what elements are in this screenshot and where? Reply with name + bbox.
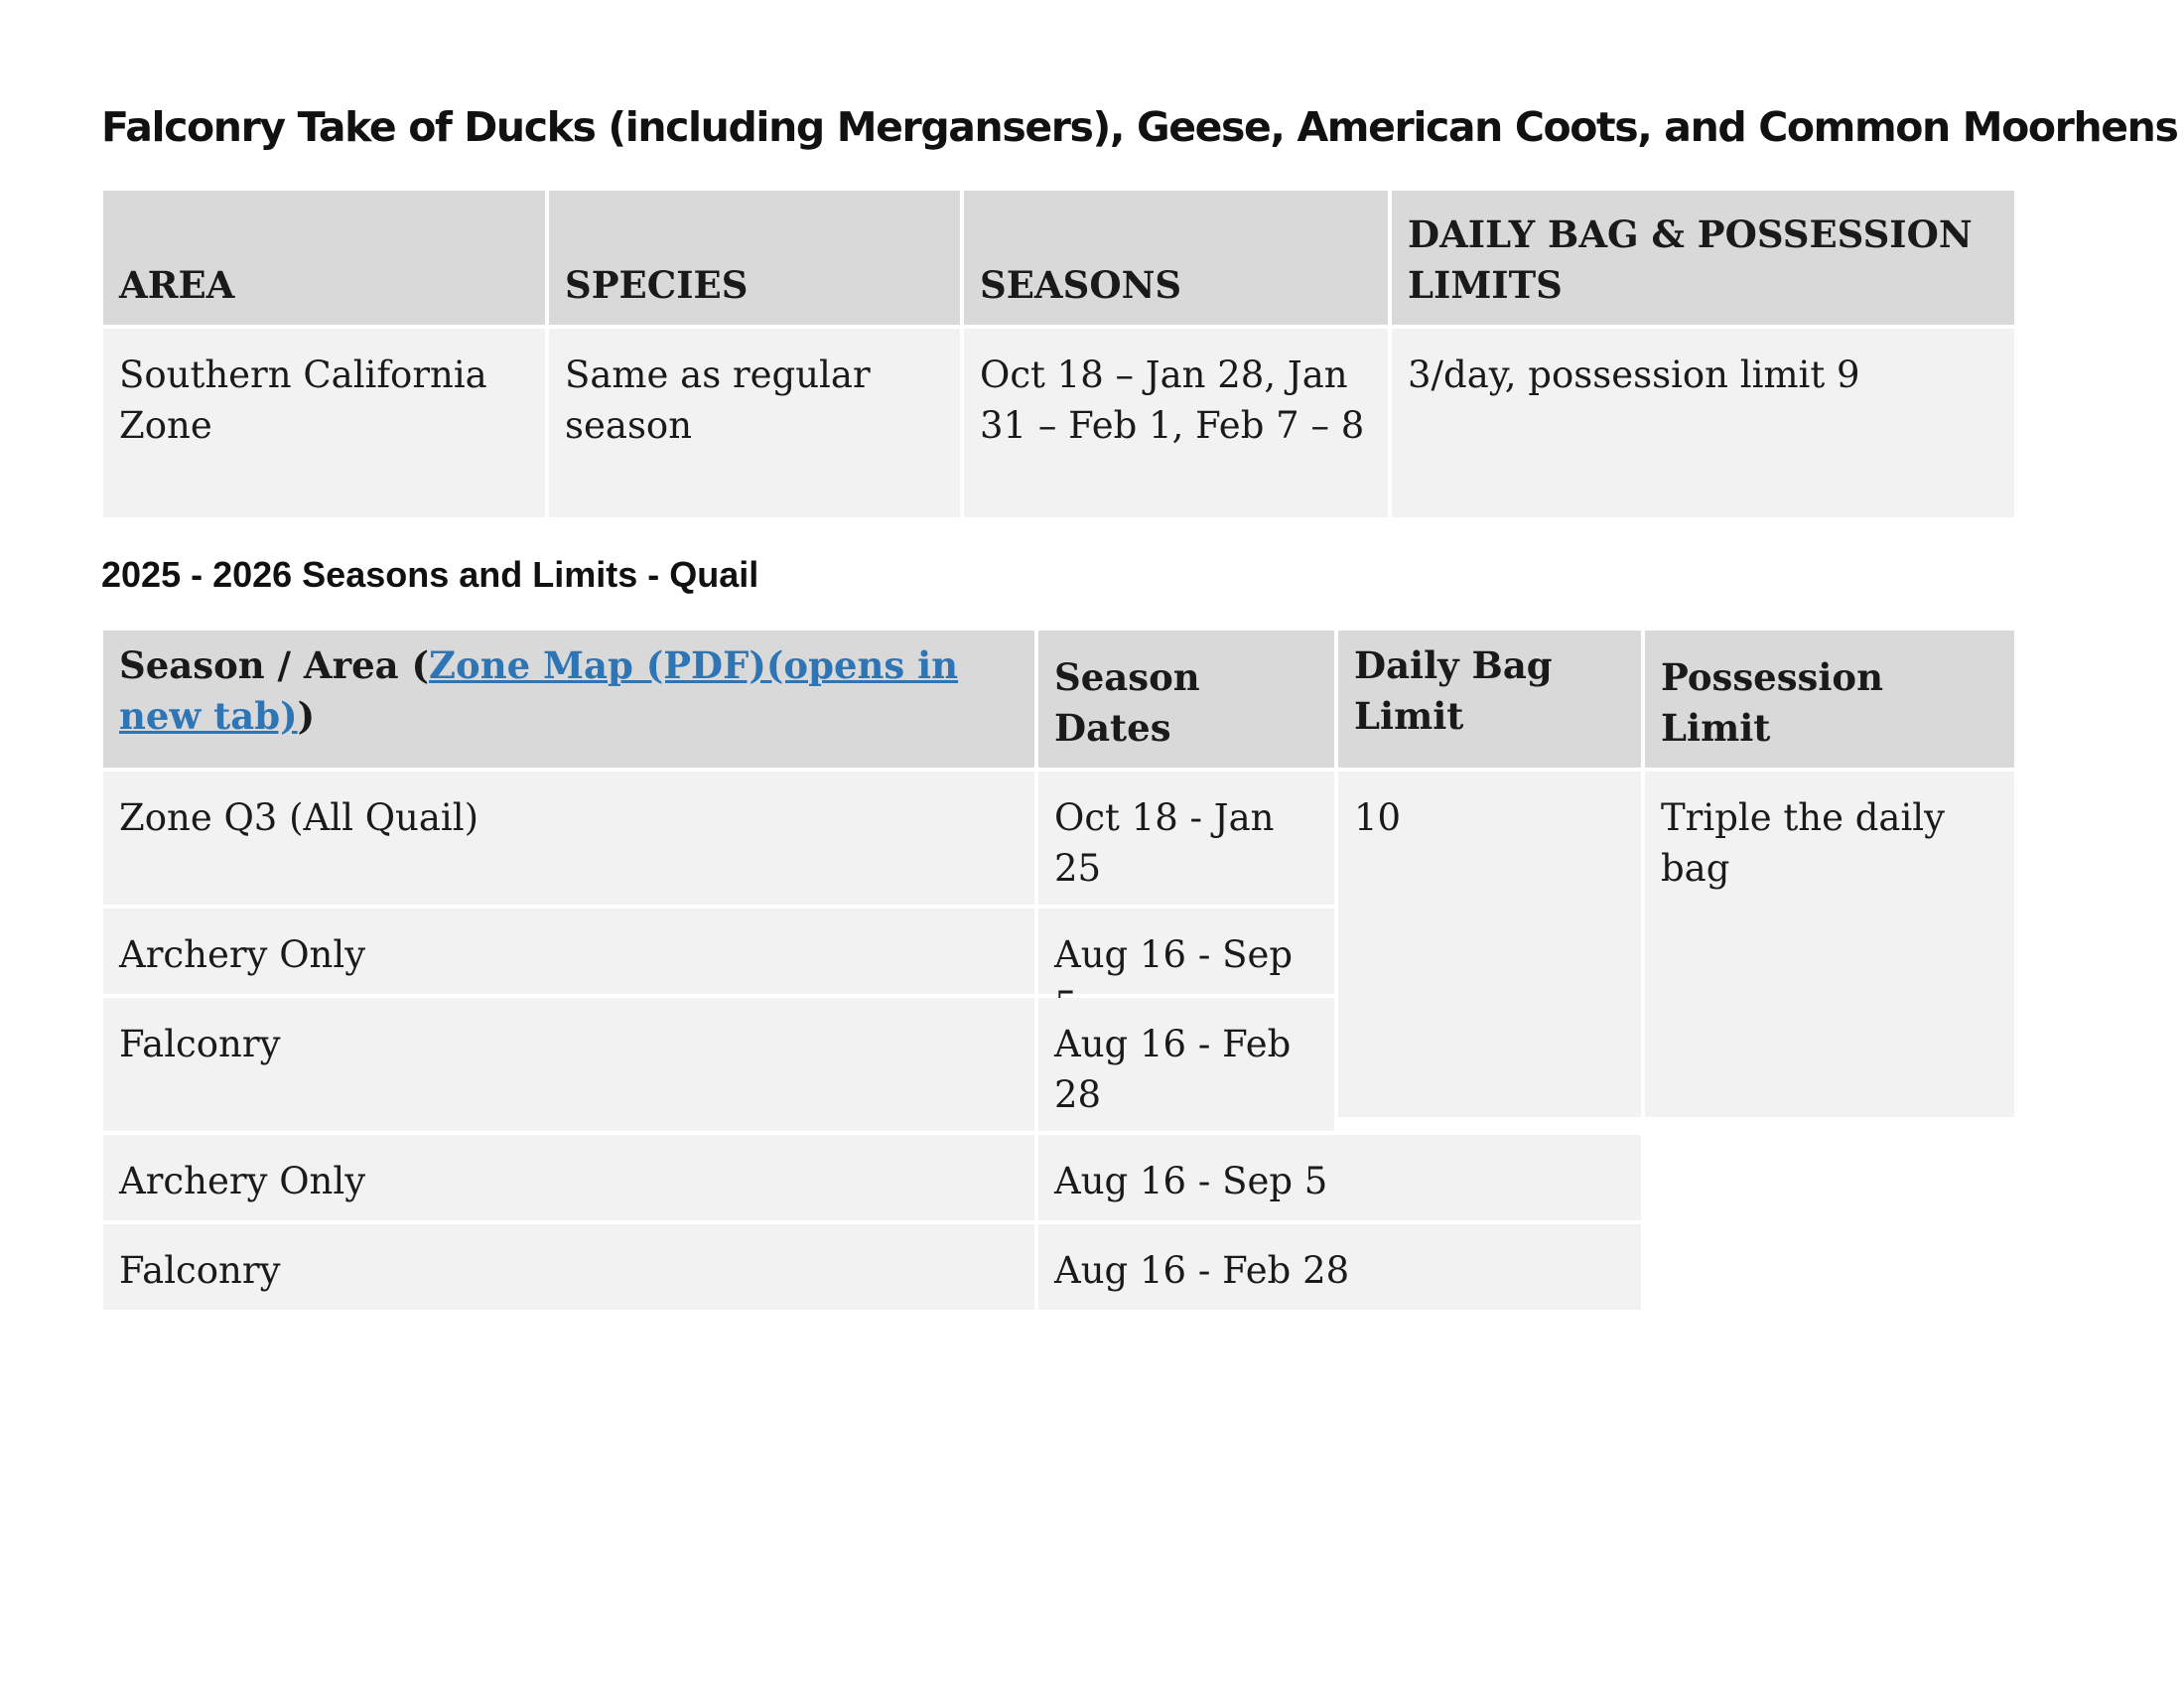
header-area-label: AREA	[119, 263, 235, 307]
header-daily-bag	[1338, 631, 1641, 768]
quail-row-3-dates	[1038, 1135, 1641, 1220]
quail-row-dates-text: Aug 16 - Feb 28	[1054, 1023, 1292, 1116]
quail-row-area-text: Zone Q3 (All Quail)	[119, 796, 479, 839]
header-species	[549, 191, 960, 325]
header-limits-label: DAILY BAG & POSSESSION LIMITS	[1408, 212, 1973, 307]
cell-area	[103, 329, 545, 517]
header-season-dates-label: Season Dates	[1054, 655, 1200, 750]
quail-possession-cell	[1645, 772, 2014, 1117]
header-species-label: SPECIES	[565, 263, 749, 307]
cell-seasons-text: Oct 18 – Jan 28, Jan 31 – Feb 1, Feb 7 – 8	[980, 353, 1365, 447]
quail-row-dates-text: Oct 18 - Jan 25	[1054, 796, 1275, 890]
header-limits	[1392, 191, 2014, 325]
quail-row-area-text: Archery Only	[119, 933, 366, 976]
quail-row-2-area	[103, 998, 1034, 1131]
quail-title: 2025 - 2026 Seasons and Limits - Quail	[101, 554, 759, 595]
header-season-area-suffix: )	[297, 694, 316, 738]
quail-row-2-dates	[1038, 998, 1334, 1131]
quail-row-dates-text: Aug 16 - Sep 5	[1054, 1160, 1328, 1202]
quail-row-4-area	[103, 1224, 1034, 1310]
zone-map-link[interactable]: Zone Map (PDF)(opens in new tab)	[119, 643, 959, 738]
quail-row-0-area	[103, 772, 1034, 905]
quail-row-dates-text: Aug 16 - Feb 28	[1054, 1249, 1350, 1292]
header-possession-label: Possession Limit	[1661, 655, 1884, 750]
quail-row-dates-text: Aug 16 - Sep	[1054, 933, 1294, 976]
quail-row-1-area	[103, 909, 1034, 994]
quail-row-0-dates	[1038, 772, 1334, 905]
header-area	[103, 191, 545, 325]
falconry-waterfowl-title: Falconry Take of Ducks (including Mergansers), Geese, American Coots, and Common Moorhens	[101, 103, 2178, 151]
cell-limits-text: 3/day, possession limit 9	[1408, 353, 1860, 396]
quail-daily-bag-text: 10	[1354, 796, 1402, 839]
quail-daily-bag-cell	[1338, 772, 1641, 1117]
quail-row-area-text: Archery Only	[119, 1160, 366, 1202]
header-season-area-prefix: Season / Area (	[119, 643, 430, 687]
header-seasons-label: SEASONS	[980, 263, 1182, 307]
cell-seasons	[964, 329, 1388, 517]
header-season-dates	[1038, 631, 1334, 768]
cell-species-text: Same as regular season	[565, 353, 871, 447]
cell-area-text: Southern California Zone	[119, 353, 487, 447]
header-seasons	[964, 191, 1388, 325]
header-possession	[1645, 631, 2014, 768]
quail-row-3-area	[103, 1135, 1034, 1220]
cell-limits	[1392, 329, 2014, 517]
quail-row-4-dates	[1038, 1224, 1641, 1310]
quail-row-area-text: Falconry	[119, 1249, 281, 1292]
cell-species	[549, 329, 960, 517]
quail-row-1-dates	[1038, 909, 1334, 994]
header-season-area	[103, 631, 1034, 768]
quail-row-area-text: Falconry	[119, 1023, 281, 1065]
quail-possession-text: Triple the daily bag	[1661, 796, 1946, 890]
header-daily-bag-label: Daily Bag Limit	[1354, 643, 1553, 738]
